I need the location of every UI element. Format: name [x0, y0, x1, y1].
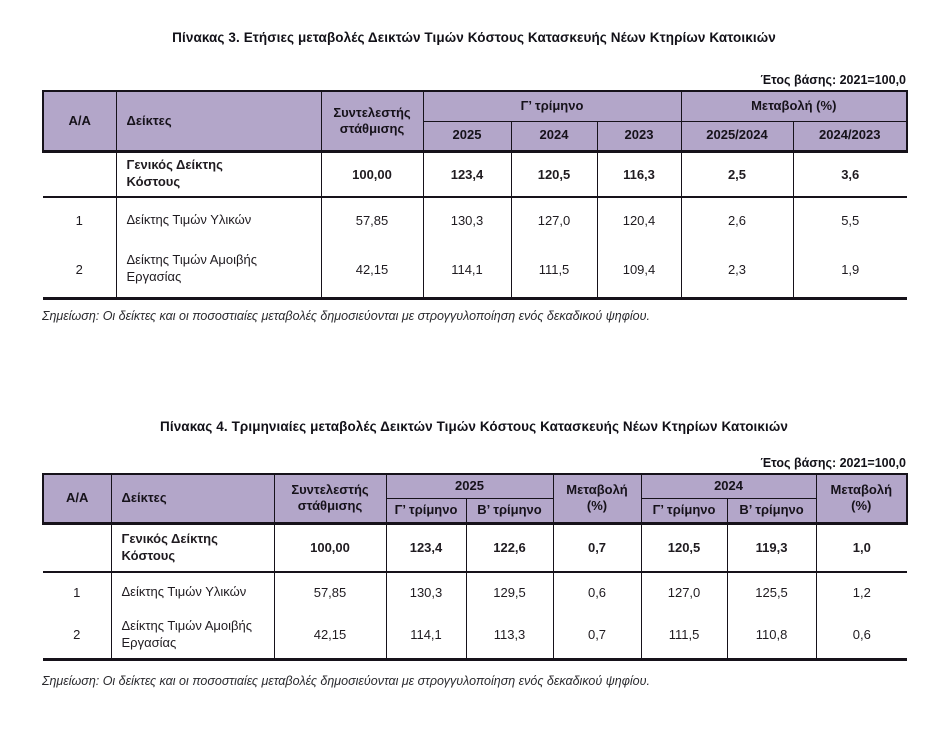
t3-col-header-weight: Συντελεστής στάθμισης [321, 91, 423, 151]
t3-cell-weight: 57,85 [321, 197, 423, 242]
t3-col-group-quarter: Γ’ τρίμηνο [423, 91, 681, 121]
t3-cell-change-2024-2023: 5,5 [793, 197, 907, 242]
t4-cell-change-2024: 1,2 [816, 572, 907, 612]
t4-col-group-2025: 2025 [386, 474, 553, 499]
t3-col-header-2023: 2023 [597, 121, 681, 151]
t4-cell-aa: 1 [43, 572, 111, 612]
t4-cell-weight: 100,00 [274, 524, 386, 572]
t3-col-header-indices: Δείκτες [116, 91, 321, 151]
t3-col-header-change-2025-2024: 2025/2024 [681, 121, 793, 151]
t4-cell-aa [43, 524, 111, 572]
t3-cell-2024: 127,0 [511, 197, 597, 242]
t4-cell-q2-2025: 122,6 [466, 524, 553, 572]
t3-cell-aa [43, 151, 116, 197]
t4-cell-q2-2025: 129,5 [466, 572, 553, 612]
t3-row-general-index [43, 151, 907, 197]
t3-col-group-change: Μεταβολή (%) [681, 91, 907, 121]
t4-col-header-weight: Συντελεστής στάθμισης [274, 474, 386, 524]
table3-base-year-note: Έτος βάσης: 2021=100,0 [760, 73, 906, 87]
t4-row-general-index [43, 524, 907, 572]
t3-cell-2024: 120,5 [511, 151, 597, 197]
table4-title: Πίνακας 4. Τριμηνιαίες μεταβολές Δεικτών Τιμών Κόστους Κατασκευής Νέων Κτηρίων Κατοικιών [160, 418, 788, 434]
t3-cell-2025: 130,3 [423, 197, 511, 242]
t3-cell-2025: 114,1 [423, 242, 511, 298]
table3 [42, 90, 908, 300]
t4-cell-q3-2025: 130,3 [386, 572, 466, 612]
t4-cell-aa: 2 [43, 612, 111, 660]
table4-section [42, 419, 906, 689]
t3-cell-2023: 116,3 [597, 151, 681, 197]
t3-row-materials [43, 197, 907, 242]
t3-cell-2024: 111,5 [511, 242, 597, 298]
t4-col-header-q3-2024: Γ’ τρίμηνο [641, 499, 727, 524]
table4-footnote: Σημείωση: Οι δείκτες και οι ποσοστιαίες μεταβολές δημοσιεύονται με στρογγυλοποίηση ενός δεκαδικού ψηφίου. [42, 674, 650, 688]
t3-row-labour [43, 242, 907, 298]
t3-cell-2023: 109,4 [597, 242, 681, 298]
t4-cell-q3-2024: 120,5 [641, 524, 727, 572]
t3-cell-2023: 120,4 [597, 197, 681, 242]
table3-section [42, 30, 906, 323]
t4-row-labour [43, 612, 907, 660]
t4-col-group-2024: 2024 [641, 474, 816, 499]
t4-cell-change-2024: 0,6 [816, 612, 907, 660]
t4-cell-change-2025: 0,7 [553, 612, 641, 660]
t3-cell-2025: 123,4 [423, 151, 511, 197]
t3-cell-change-2025-2024: 2,3 [681, 242, 793, 298]
t3-cell-change-2024-2023: 1,9 [793, 242, 907, 298]
t4-cell-label: Γενικός Δείκτης Κόστους [111, 524, 274, 572]
t3-cell-weight: 100,00 [321, 151, 423, 197]
t3-cell-change-2024-2023: 3,6 [793, 151, 907, 197]
table3-title: Πίνακας 3. Ετήσιες μεταβολές Δεικτών Τιμών Κόστους Κατασκευής Νέων Κτηρίων Κατοικιών [172, 30, 776, 45]
t4-cell-q3-2024: 111,5 [641, 612, 727, 660]
t4-row-materials [43, 572, 907, 612]
t4-col-header-aa: Α/Α [43, 474, 111, 524]
t3-cell-label: Γενικός Δείκτης Κόστους [116, 151, 321, 197]
t3-col-header-2025: 2025 [423, 121, 511, 151]
t3-cell-aa: 2 [43, 242, 116, 298]
t4-cell-q3-2025: 114,1 [386, 612, 466, 660]
t4-cell-change-2025: 0,6 [553, 572, 641, 612]
t4-col-header-q2-2025: Β’ τρίμηνο [466, 499, 553, 524]
t4-cell-change-2024: 1,0 [816, 524, 907, 572]
t4-cell-q2-2024: 119,3 [727, 524, 816, 572]
table3-footnote: Σημείωση: Οι δείκτες και οι ποσοστιαίες μεταβολές δημοσιεύονται με στρογγυλοποίηση ενός δεκαδικού ψηφίου. [42, 308, 650, 323]
t4-cell-q2-2025: 113,3 [466, 612, 553, 660]
t3-cell-weight: 42,15 [321, 242, 423, 298]
t4-col-header-change-2025: Μεταβολή (%) [553, 474, 641, 524]
table4-base-year-note: Έτος βάσης: 2021=100,0 [760, 455, 906, 470]
t3-col-header-aa: Α/Α [43, 91, 116, 151]
table4 [42, 473, 908, 662]
t4-cell-label: Δείκτης Τιμών Αμοιβής Εργασίας [111, 612, 274, 660]
t4-col-header-change-2024: Μεταβολή (%) [816, 474, 907, 524]
t4-cell-change-2025: 0,7 [553, 524, 641, 572]
t4-col-header-indices: Δείκτες [111, 474, 274, 524]
t3-cell-aa: 1 [43, 197, 116, 242]
t4-cell-q2-2024: 125,5 [727, 572, 816, 612]
t4-cell-weight: 42,15 [274, 612, 386, 660]
t4-cell-q2-2024: 110,8 [727, 612, 816, 660]
t3-cell-change-2025-2024: 2,5 [681, 151, 793, 197]
t3-cell-label: Δείκτης Τιμών Αμοιβής Εργασίας [116, 242, 321, 298]
t4-col-header-q3-2025: Γ’ τρίμηνο [386, 499, 466, 524]
t3-cell-change-2025-2024: 2,6 [681, 197, 793, 242]
t3-cell-label: Δείκτης Τιμών Υλικών [116, 197, 321, 242]
t4-col-header-q2-2024: Β’ τρίμηνο [727, 499, 816, 524]
t3-col-header-2024: 2024 [511, 121, 597, 151]
t4-cell-q3-2025: 123,4 [386, 524, 466, 572]
t4-cell-label: Δείκτης Τιμών Υλικών [111, 572, 274, 612]
t4-cell-weight: 57,85 [274, 572, 386, 612]
t4-cell-q3-2024: 127,0 [641, 572, 727, 612]
t3-col-header-change-2024-2023: 2024/2023 [793, 121, 907, 151]
